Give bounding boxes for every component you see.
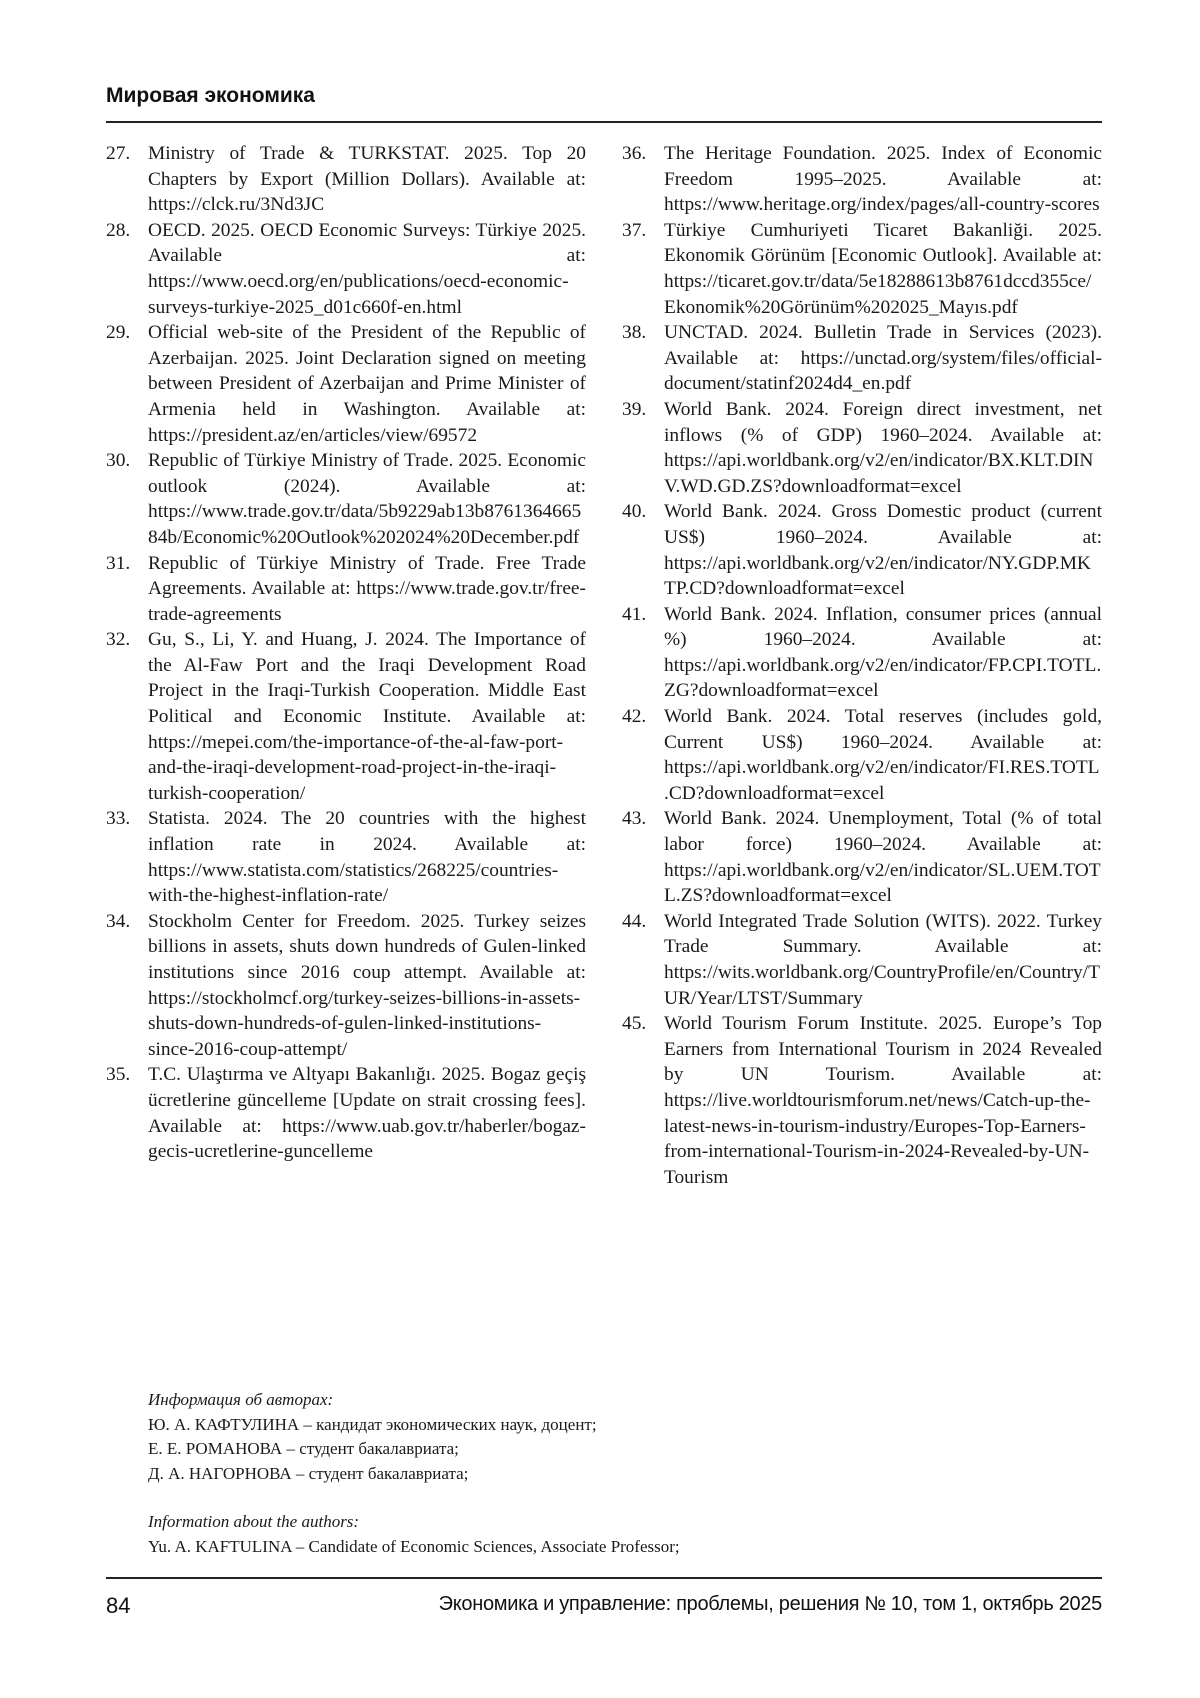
reference-number: 43.	[622, 808, 647, 830]
reference-item	[622, 909, 1102, 1011]
author-line: Е. Е. РОМАНОВА – студент бакалавриата;	[148, 1439, 459, 1458]
reference-number: 42.	[622, 706, 647, 728]
footer-rule	[106, 1577, 1102, 1579]
reference-item	[106, 320, 586, 448]
reference-text: T.C. Ulaştırma ve Altyapı Bakanlığı. 2025. Bogaz geçiş ücretlerine güncelleme [Update on strait crossing fees]. Available at: https://www.uab.gov.tr/haberler/bogaz-gecis-ucretlerine-guncelleme	[148, 1064, 586, 1163]
reference-text: Republic of Türkiye Ministry of Trade. Free Trade Agreements. Available at: https://www.trade.gov.tr/free-trade-agreements	[148, 552, 586, 625]
reference-item	[622, 218, 1102, 320]
reference-text: World Tourism Forum Institute. 2025. Europe’s Top Earners from International Tourism in 2024 Revealed by UN Tourism. Available at: https://live.worldtourismforum.net/news/Catch-up-the-latest-news-in-tourism-industry/Europes-Top-Earners-from-international-Tourism-in-2024-Revealed-by-UN-Tourism	[664, 1013, 1102, 1188]
spacer	[148, 1486, 1088, 1510]
reference-number: 28.	[106, 219, 131, 241]
reference-number: 32.	[106, 629, 131, 651]
references-right-column	[622, 141, 1102, 1190]
reference-number: 30.	[106, 450, 131, 472]
reference-number: 39.	[622, 398, 647, 420]
reference-item	[622, 704, 1102, 806]
references-left-column	[106, 141, 586, 1165]
reference-text: Republic of Türkiye Ministry of Trade. 2025. Economic outlook (2024). Available at: https://www.trade.gov.tr/data/5b9229ab13b876136466584b/Economic%20Outlook%202024%20December.pdf	[148, 450, 586, 548]
reference-item	[106, 627, 586, 806]
reference-item	[622, 602, 1102, 704]
reference-number: 37.	[622, 219, 647, 241]
reference-text: World Bank. 2024. Foreign direct investment, net inflows (% of GDP) 1960–2024. Available at: https://api.worldbank.org/v2/en/indicator/BX.KLT.DINV.WD.GD.ZS?downloadformat=excel	[664, 398, 1102, 497]
header-rule	[106, 121, 1102, 123]
authors-info	[148, 1388, 1088, 1559]
reference-text: Gu, S., Li, Y. and Huang, J. 2024. The Importance of the Al-Faw Port and the Iraqi Development Road Project in the Iraqi-Turkish Cooperation. Middle East Political and Economic Institute. Available at: https://mepei.com/the-importance-of-the-al-faw-port-and-the-iraqi-development-road-project-in-the-iraqi-turkish-cooperation/	[148, 629, 586, 804]
journal-title: Экономика и управление: проблемы, решения № 10, том 1, октябрь 2025	[438, 1593, 1102, 1615]
section-title: Мировая экономика	[106, 84, 315, 107]
reference-item	[622, 320, 1102, 397]
page-number: 84	[106, 1593, 131, 1618]
reference-text: The Heritage Foundation. 2025. Index of Economic Freedom 1995–2025. Available at: https://www.heritage.org/index/pages/all-country-scores	[664, 143, 1102, 216]
reference-item	[622, 499, 1102, 601]
reference-item	[106, 806, 586, 908]
reference-item	[622, 806, 1102, 908]
reference-item	[106, 909, 586, 1063]
reference-number: 34.	[106, 910, 131, 932]
reference-item	[106, 448, 586, 550]
reference-text: Türkiye Cumhuriyeti Ticaret Bakanliği. 2025. Ekonomik Görünüm [Economic Outlook]. Available at: https://ticaret.gov.tr/data/5e18288613b8761dccd355ce/Ekonomik%20Görünüm%202025_Mayıs.pdf	[664, 219, 1102, 318]
reference-item	[106, 218, 586, 320]
reference-item	[106, 141, 586, 218]
reference-item	[622, 1011, 1102, 1190]
reference-text: Official web-site of the President of the Republic of Azerbaijan. 2025. Joint Declaration signed on meeting between President of Azerbaijan and Prime Minister of Armenia held in Washington. Available at: https://president.az/en/articles/view/69572	[148, 322, 586, 446]
reference-text: World Bank. 2024. Inflation, consumer prices (annual %) 1960–2024. Available at: https://api.worldbank.org/v2/en/indicator/FP.CPI.TOTL.ZG?downloadformat=excel	[664, 603, 1102, 702]
reference-item	[106, 1062, 586, 1164]
reference-number: 41.	[622, 603, 647, 625]
reference-text: World Bank. 2024. Total reserves (includes gold, Current US$) 1960–2024. Available at: https://api.worldbank.org/v2/en/indicator/FI.RES.TOTL.CD?downloadformat=excel	[664, 706, 1102, 804]
reference-item	[622, 141, 1102, 218]
reference-text: World Integrated Trade Solution (WITS). 2022. Turkey Trade Summary. Available at: https://wits.worldbank.org/CountryProfile/en/Country/TUR/Year/LTST/Summary	[664, 910, 1102, 1009]
reference-number: 45.	[622, 1013, 647, 1035]
reference-item	[106, 551, 586, 628]
reference-number: 27.	[106, 143, 131, 164]
reference-number: 35.	[106, 1064, 131, 1086]
reference-text: World Bank. 2024. Gross Domestic product (current US$) 1960–2024. Available at: https://api.worldbank.org/v2/en/indicator/NY.GDP.MKTP.CD?downloadformat=excel	[664, 501, 1102, 600]
reference-text: Stockholm Center for Freedom. 2025. Turkey seizes billions in assets, shuts down hundreds of Gulen-linked institutions since 2016 coup attempt. Available at: https://stockholmcf.org/turkey-seizes-billions-in-assets-shuts-down-hundreds-of-gulen-linked-institutions-since-2016-coup-attempt/	[148, 910, 586, 1060]
reference-number: 44.	[622, 910, 647, 932]
reference-number: 36.	[622, 143, 647, 164]
reference-number: 31.	[106, 552, 131, 574]
authors-info-title-en: Information about the authors:	[148, 1512, 360, 1531]
reference-text: OECD. 2025. OECD Economic Surveys: Türkiye 2025. Available at: https://www.oecd.org/en/publications/oecd-economic-surveys-turkiye-2025_d01c660f-en.html	[148, 219, 586, 318]
reference-item	[622, 397, 1102, 499]
reference-text: Statista. 2024. The 20 countries with the highest inflation rate in 2024. Available at: https://www.statista.com/statistics/268225/countries-with-the-highest-inflation-rate/	[148, 808, 586, 907]
reference-number: 29.	[106, 322, 131, 344]
author-line: Yu. A. KAFTULINA – Candidate of Economic Sciences, Associate Professor;	[148, 1536, 680, 1556]
authors-info-title-ru: Информация об авторах:	[148, 1390, 334, 1409]
reference-number: 40.	[622, 501, 647, 523]
reference-number: 33.	[106, 808, 131, 830]
author-line: Ю. А. КАФТУЛИНА – кандидат экономических наук, доцент;	[148, 1414, 597, 1434]
reference-text: UNCTAD. 2024. Bulletin Trade in Services (2023). Available at: https://unctad.org/system/files/official-document/statinf2024d4_en.pdf	[664, 322, 1102, 395]
author-line: Д. А. НАГОРНОВА – студент бакалавриата;	[148, 1463, 469, 1483]
reference-number: 38.	[622, 322, 647, 344]
reference-text: World Bank. 2024. Unemployment, Total (% of total labor force) 1960–2024. Available at: https://api.worldbank.org/v2/en/indicator/SL.UEM.TOTL.ZS?downloadformat=excel	[664, 808, 1102, 907]
reference-text: Ministry of Trade & TURKSTAT. 2025. Top 20 Chapters by Export (Million Dollars). Available at: https://clck.ru/3Nd3JC	[148, 143, 586, 216]
